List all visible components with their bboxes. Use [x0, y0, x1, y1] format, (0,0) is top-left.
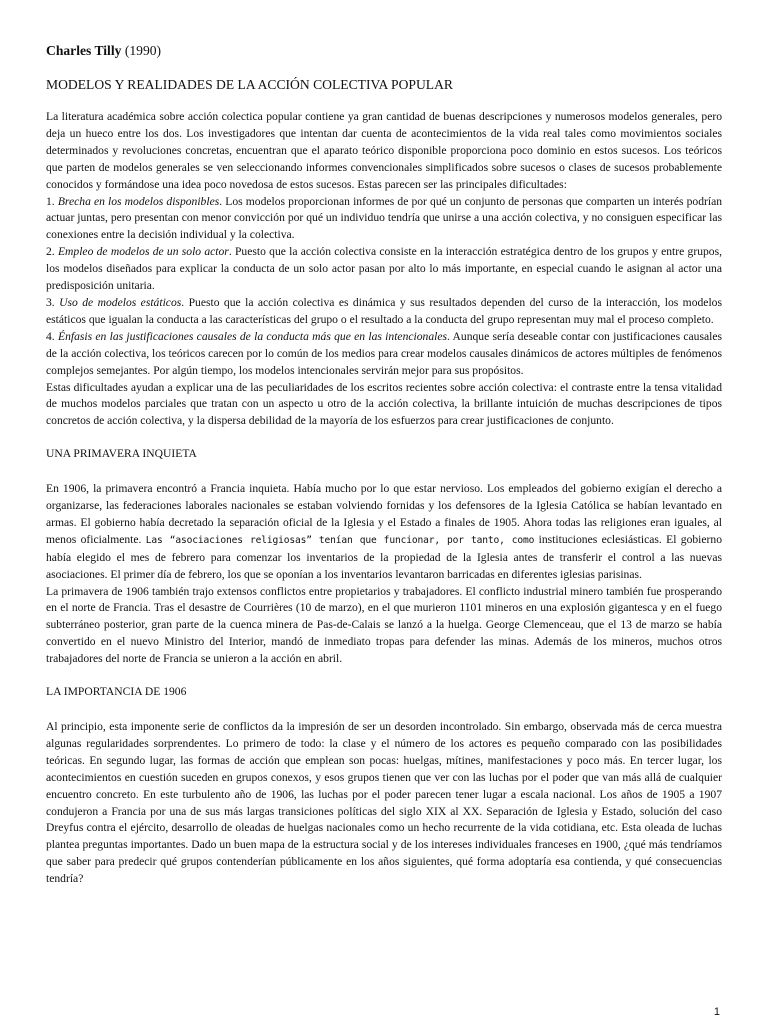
- item-number: 4.: [46, 329, 58, 343]
- section-heading-primavera: UNA PRIMAVERA INQUIETA: [46, 447, 197, 461]
- primavera-paragraph-2: La primavera de 1906 también trajo extensos conflictos entre propietarios y trabajadores. El conflicto industrial minero también fue prosperando en el norte de Francia. Tras el desastre de Courrières (10 de marzo), en el que murieron 1101 mineros en una explosión gigantesca y en el fuego subterráneo posterior, gran parte de la cuenca minera de Pas-de-Calais se lanzó a la huelga. George Clemenceau, que el 13 de marzo se había convertido en el nuevo Ministro del Interior, mandó de inmediato tropas para defender las minas. Además de los mineros, muchos otros trabajadores del norte de Francia se unieron a la acción en abril.: [46, 584, 722, 666]
- intro-paragraph: La literatura académica sobre acción colectica popular contiene ya gran cantidad de buenas descripciones y numerosos modelos generales, pero deja un hueco entre los dos. Los investigadores que intentan dar cuenta de acontecimientos de la vida real tales como movimientos sociales determinados y revoluciones concretas, encuentran que el aparato teórico disponible proporciona poco dominio en estos sucesos. Los teóricos que parten de modelos generales se ven seleccionando informes convencionales simplificados sobre sucesos o clases de sucesos probablemente conocidos y formándose una idea poco novedosa de estos sucesos. Estas parecen ser las principales dificultades:: [46, 110, 722, 191]
- author-name: Charles Tilly: [46, 43, 122, 58]
- item-title: Énfasis en las justificaciones causales de la conducta más que en las intencionales: [57, 329, 447, 343]
- publication-year: (1990): [124, 43, 162, 58]
- item-title: Empleo de modelos de un solo actor: [57, 245, 229, 259]
- document-title: MODELOS Y REALIDADES DE LA ACCIÓN COLECTIVA POPULAR: [46, 77, 453, 92]
- section-primavera: [46, 481, 722, 668]
- page-number: 1: [713, 1006, 720, 1018]
- author-line: [46, 42, 722, 60]
- item-number: 2.: [46, 245, 58, 259]
- difficulty-item-1: [46, 194, 722, 245]
- difficulty-item-4: [46, 329, 722, 380]
- item-text: . Puesto que la acción colectiva es dinámica y sus resultados dependen del curso de la interacción, los modelos estáticos que igualan la conducta a las características del grupo o el resultado a la conducta del grupo representan muy mal el proceso completo.: [46, 295, 722, 326]
- item-text: . Aunque sería deseable contar con justificaciones causales de la acción colectiva, los teóricos carecen por lo común de los medios para crear modelos causales dinámicos de actores múltiples de fenómenos complejos semejantes. Por algún tiempo, los modelos intencionales servirán mejor para sus propósitos.: [46, 329, 722, 377]
- importancia-paragraph: Al principio, esta imponente serie de conflictos da la impresión de ser un desorden incontrolado. Sin embargo, observada más de cerca muestra algunas regularidades sorprendentes. Lo primero de todo: la clase y el número de los actores es pequeño comparado con las posibilidades teóricas. En segundo lugar, las formas de acción que emplean son pocas: huelgas, mítines, manifestaciones y poco más. En tercer lugar, los acontecimientos en cuestión suceden en grupos conexos, y esos grupos tienen que ver con las luchas por el poder que van más allá de cualquier encuentro concreto. En este turbulento año de 1906, las luchas por el poder parecen tener lugar a escala nacional. Los años de 1905 a 1907 condujeron a Francia por una de sus más largas transiciones políticas del siglo XIX al XX. Separación de Iglesia y Estado, solución del caso Dreyfus contra el ejército, desarrollo de oleadas de huelgas nacionales como un hecho recurrente de la vida cotidiana, etc. Esta oleada de luchas plantea preguntas importantes. Dado un buen mapa de la estructura social y de los intereses individuales franceses en 1900, ¿qué más tendríamos que saber para predecir qué grupos contenderían públicamente en los años siguientes, qué forma adoptaría esa contienda, y qué consecuencias tendría?: [46, 720, 722, 886]
- item-number: 3.: [46, 295, 60, 309]
- item-title: Brecha en los modelos disponibles: [57, 194, 220, 208]
- primavera-paragraph-1: En 1906, la primavera encontró a Francia inquieta. Había mucho por lo que estar nervioso. Los empleados del gobierno exigían el derecho a organizarse, las federaciones laborales nacionales se estaban volviendo fornidas y los defensores de la Iglesia Católica se habían levantado en armas. El gobierno había decretado la separación oficial de la Iglesia y el Estado a finales de 1905. Ahora todas las religiones eran iguales, al menos oficialmente. Las “asociaciones religiosas” tenían que funcionar, por tanto, como instituciones eclesiásticas. El gobierno había elegido el mes de febrero para comenzar los inventarios de la propiedad de la Iglesia antes de transferir el control a las nuevas asociaciones. El primer día de febrero, los que se oponían a los inventarios levantaron barricadas en diferentes iglesias parisinas.: [46, 482, 722, 581]
- item-title: Uso de modelos estáticos: [59, 295, 182, 309]
- section-importancia: [46, 719, 722, 888]
- intro-closing-paragraph: Estas dificultades ayudan a explicar una de las peculiaridades de los escritos recientes sobre acción colectiva: el contraste entre la tensa vitalidad de muchos modelos parciales que tratan con un aspecto u otro de la acción colectiva, la brillante intuición de muchas descripciones de tipos concretos de acción colectiva, y la dispersa debilidad de la mayoría de los esfuerzos para crear justificaciones de conjunto.: [46, 380, 722, 428]
- item-text: . Puesto que la acción colectiva consiste en la interacción estratégica dentro de los grupos y entre grupos, los modelos diseñados para explicar la conducta de un solo actor pasan por alto lo más importante, en especial cuando le asignan al actor una predisposición unitaria.: [46, 245, 722, 293]
- item-text: . Los modelos proporcionan informes de por qué un conjunto de personas que comparten un interés podrían actuar juntas, pero presentan con menor convicción por qué un individuo tendría que unirse a una acción colectiva, y no consiguen especificar las conexiones entre la decisión individual y la colectiva.: [46, 194, 723, 242]
- monospace-fragment: Las “asociaciones religiosas” tenían que funcionar, por tanto, como: [145, 534, 535, 546]
- intro-section: [46, 109, 722, 430]
- difficulty-item-2: [46, 244, 722, 295]
- difficulty-item-3: [46, 295, 722, 329]
- item-number: 1.: [46, 194, 58, 208]
- section-heading-importancia: LA IMPORTANCIA DE 1906: [46, 685, 187, 699]
